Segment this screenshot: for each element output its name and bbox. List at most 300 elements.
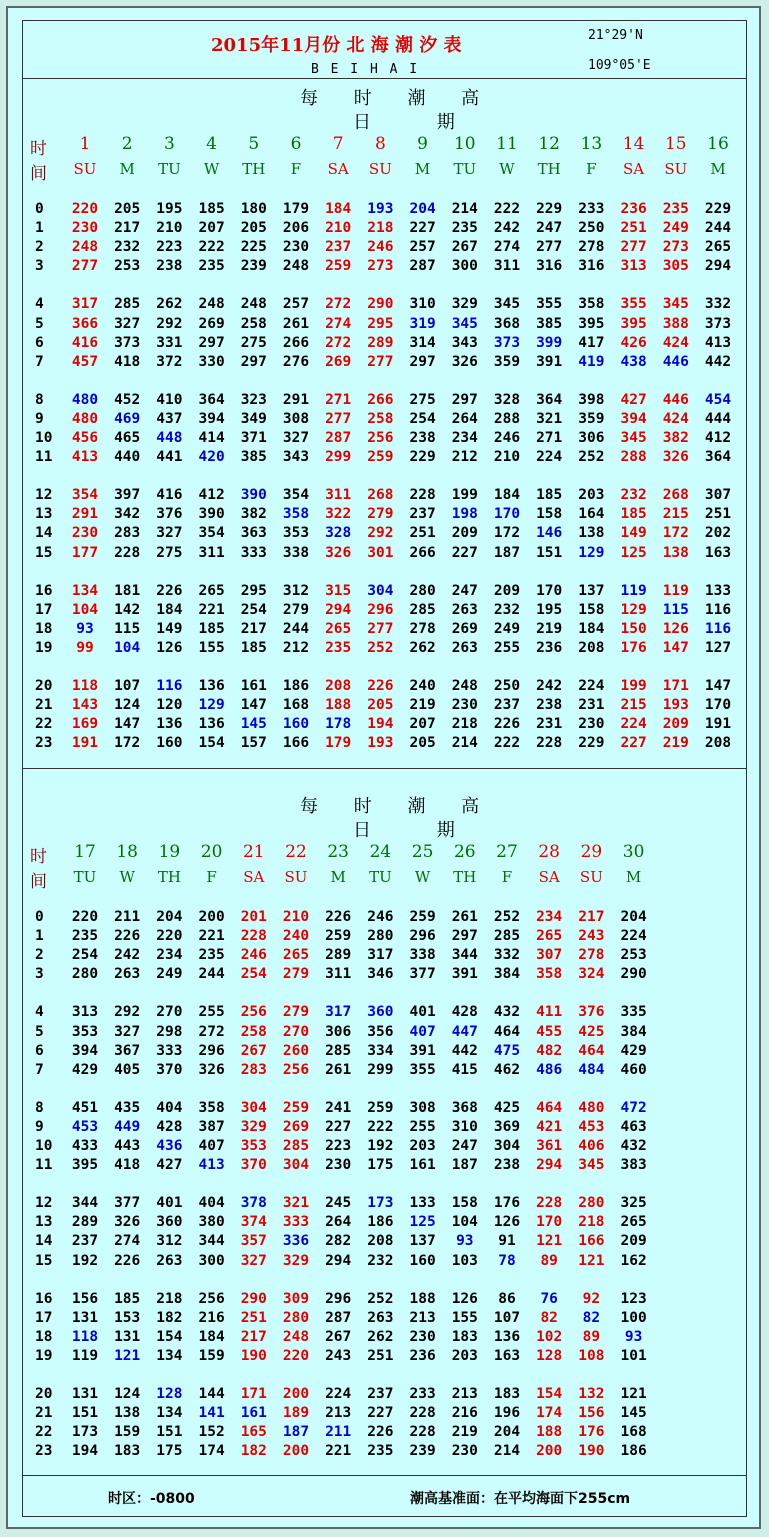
tide-height-cell: 217 [114,220,141,237]
tide-height-cell: 353 [71,1023,99,1040]
datum-label: 潮高基准面：在平均海面下255cm [410,1491,631,1507]
tide-height-cell: 378 [240,1195,267,1212]
tide-height-cell: 235 [325,639,352,656]
tide-height-cell: 328 [325,525,352,542]
tide-height-cell: 123 [620,1290,647,1307]
tide-height-cell: 264 [325,1214,352,1231]
tide-height-cell: 227 [620,735,647,752]
tide-height-cell: 190 [240,1347,267,1364]
day-number: 21 [242,842,265,862]
tide-height-cell: 89 [582,1328,601,1345]
tide-height-cell: 265 [198,582,225,599]
tide-height-cell: 250 [578,220,605,237]
tide-height-cell: 201 [240,909,267,925]
day-number: 26 [453,842,476,862]
tide-height-cell: 154 [536,1386,563,1402]
tide-height-cell: 443 [114,1138,141,1154]
tide-height-cell: 228 [536,1195,563,1212]
tide-height-cell: 289 [325,947,352,964]
hour-cell: 15 [35,1252,53,1269]
tide-height-cell: 429 [620,1042,647,1059]
tide-height-cell: 99 [76,639,94,656]
tide-height-cell: 363 [240,525,267,542]
day-number: 25 [411,842,434,862]
tide-height-cell: 377 [409,966,436,983]
tide-height-cell: 390 [240,487,267,504]
tide-height-cell: 292 [156,315,183,332]
header-divider [22,78,747,79]
tide-height-cell: 263 [156,1252,183,1269]
tide-height-cell: 264 [451,410,478,427]
weekday-label: TU [158,160,181,178]
tide-height-cell: 228 [536,735,563,752]
hour-label-2: 间 [30,164,47,184]
tide-height-cell: 465 [114,430,141,446]
tide-height-cell: 326 [451,353,478,370]
tide-height-cell: 385 [536,315,563,332]
tide-height-cell: 186 [282,678,310,694]
tide-height-cell: 209 [493,582,521,599]
tide-height-cell: 291 [71,506,99,523]
tide-height-cell: 234 [536,909,563,925]
tide-height-cell: 230 [451,697,478,714]
footer-divider [22,1475,747,1476]
tide-height-cell: 156 [578,1405,605,1422]
tide-height-cell: 193 [367,201,394,217]
tide-height-cell: 418 [114,1157,141,1174]
tide-height-cell: 171 [240,1386,267,1402]
tide-height-cell: 285 [409,601,436,618]
tide-height-cell: 143 [71,697,99,714]
tide-height-cell: 252 [367,639,394,656]
hour-label: 时 [30,139,47,159]
tide-height-cell: 262 [367,1328,394,1345]
tide-height-cell: 427 [156,1157,183,1174]
hour-cell: 23 [35,1443,53,1460]
hour-cell: 20 [35,678,53,694]
tide-height-cell: 414 [198,430,225,446]
tide-height-cell: 301 [367,544,394,561]
tide-height-cell: 454 [704,391,732,408]
weekday-label: M [414,160,431,178]
hour-cell: 7 [35,353,44,370]
tide-height-cell: 231 [536,716,563,733]
tide-height-cell: 292 [114,1004,141,1021]
tide-height-cell: 287 [325,430,352,446]
tide-height-cell: 199 [451,487,478,504]
tide-height-cell: 242 [114,947,141,964]
tide-height-cell: 472 [620,1099,647,1116]
tide-height-cell: 435 [114,1099,141,1116]
tide-height-cell: 216 [198,1309,225,1326]
tide-height-cell: 292 [367,525,394,542]
tide-height-cell: 235 [451,220,478,237]
tide-height-cell: 259 [367,1099,394,1116]
tide-height-cell: 327 [114,315,141,332]
tide-height-cell: 274 [493,239,521,256]
tide-height-cell: 208 [325,678,352,694]
tide-height-cell: 200 [282,1443,310,1460]
tide-height-cell: 194 [71,1443,99,1460]
tide-height-cell: 290 [367,296,394,313]
tide-height-cell: 279 [282,1004,310,1021]
tide-height-cell: 237 [409,506,436,523]
tide-height-cell: 249 [662,220,689,237]
tide-height-cell: 209 [620,1233,647,1250]
hour-cell: 18 [35,620,53,637]
tide-height-cell: 160 [156,735,183,752]
tide-height-cell: 311 [493,258,521,275]
tide-height-cell: 394 [620,410,647,427]
hour-cell: 11 [35,449,53,466]
tide-height-cell: 333 [240,544,267,561]
tide-height-cell: 285 [282,1138,310,1154]
tide-height-cell: 395 [620,315,647,332]
tide-height-cell: 200 [536,1443,563,1460]
tide-height-cell: 262 [156,296,183,313]
tide-height-cell: 297 [198,334,225,351]
tide-height-cell: 152 [198,1424,225,1441]
tide-height-cell: 185 [536,487,563,504]
hour-cell: 5 [35,315,44,332]
tide-height-cell: 213 [409,1309,436,1326]
tide-height-cell: 116 [704,620,732,637]
tide-height-cell: 364 [704,449,732,466]
tide-height-cell: 208 [704,735,732,752]
tide-height-cell: 436 [156,1138,183,1154]
tide-height-cell: 338 [282,544,310,561]
tide-height-cell: 312 [156,1233,183,1250]
tide-height-cell: 205 [114,201,141,217]
tide-height-cell: 151 [71,1405,99,1422]
tide-height-cell: 314 [409,334,436,351]
tide-height-cell: 213 [451,1386,478,1402]
tide-height-cell: 221 [198,601,225,618]
tide-height-cell: 108 [578,1347,605,1364]
tide-height-cell: 177 [71,544,99,561]
tide-height-cell: 321 [282,1195,310,1212]
weekday-label: SA [623,160,645,178]
tide-height-cell: 126 [451,1290,478,1307]
day-number: 12 [538,134,560,154]
tide-height-cell: 251 [704,506,732,523]
day-number: 16 [707,134,729,154]
tide-height-cell: 374 [240,1214,267,1231]
tide-height-cell: 93 [76,620,94,637]
day-number: 15 [664,134,687,154]
tide-height-cell: 119 [71,1347,99,1364]
tide-height-cell: 311 [325,966,352,983]
hour-cell: 12 [35,1195,53,1212]
day-number: 8 [374,134,386,154]
tide-height-cell: 121 [114,1347,141,1364]
weekday-label: W [414,868,431,886]
tide-height-cell: 275 [156,544,183,561]
tide-height-cell: 249 [156,966,183,983]
tide-height-cell: 235 [367,1443,394,1460]
hour-cell: 0 [35,201,44,217]
tide-height-cell: 306 [578,430,605,446]
tide-height-cell: 296 [367,601,394,618]
tide-height-cell: 191 [71,735,99,752]
tide-height-cell: 480 [578,1099,605,1116]
tide-height-cell: 93 [624,1328,643,1345]
tide-height-cell: 406 [578,1138,605,1154]
tide-height-cell: 354 [282,487,310,504]
tide-height-cell: 188 [409,1290,436,1307]
tide-height-cell: 192 [367,1138,394,1154]
tide-height-cell: 255 [198,1004,225,1021]
tide-height-cell: 248 [71,239,99,256]
tide-height-cell: 368 [451,1099,478,1116]
weekday-label: W [119,868,135,886]
tide-height-cell: 126 [493,1214,521,1231]
tide-height-cell: 316 [578,258,605,275]
tide-height-cell: 287 [409,258,436,275]
tide-height-cell: 354 [71,487,99,504]
tide-height-cell: 333 [282,1214,310,1231]
tide-height-cell: 82 [582,1309,601,1326]
tide-height-cell: 356 [367,1023,394,1040]
tide-height-cell: 132 [578,1386,605,1402]
tide-height-cell: 308 [409,1099,436,1116]
tide-height-cell: 277 [536,239,563,256]
tide-height-cell: 416 [71,334,99,351]
tide-height-cell: 354 [198,525,225,542]
tide-height-cell: 277 [71,258,99,275]
tide-height-cell: 418 [114,353,141,370]
tide-height-cell: 277 [367,620,394,637]
tide-height-cell: 107 [493,1309,521,1326]
tide-height-cell: 218 [578,1214,605,1231]
hour-cell: 6 [35,334,44,351]
tide-height-cell: 185 [114,1290,141,1307]
tide-height-cell: 373 [114,334,141,351]
tide-height-cell: 155 [451,1309,478,1326]
hour-cell: 14 [35,525,53,542]
tide-height-cell: 305 [662,258,689,275]
tide-height-cell: 120 [156,697,183,714]
tide-height-cell: 256 [240,1004,267,1021]
tide-height-cell: 345 [620,430,647,446]
day-number: 19 [158,842,181,862]
tide-height-cell: 464 [536,1099,563,1116]
tide-height-cell: 278 [578,947,605,964]
hour-cell: 4 [35,1004,44,1021]
tide-height-cell: 160 [282,716,310,733]
tide-height-cell: 326 [198,1061,225,1078]
tide-height-cell: 261 [325,1061,352,1078]
tide-height-cell: 187 [493,544,521,561]
tide-height-cell: 215 [620,697,647,714]
tide-height-cell: 208 [367,1233,394,1250]
hour-cell: 19 [35,1347,53,1364]
tide-height-cell: 203 [578,487,605,504]
tide-height-cell: 269 [282,1118,310,1135]
tide-height-cell: 100 [620,1309,647,1326]
tide-height-cell: 345 [578,1157,605,1174]
tide-height-cell: 269 [198,315,225,332]
tide-height-cell: 327 [114,1023,141,1040]
tide-height-cell: 220 [71,201,99,217]
tide-height-cell: 119 [620,582,647,599]
tide-height-cell: 404 [156,1099,183,1116]
weekday-label: M [119,160,135,178]
tide-height-cell: 210 [325,220,352,237]
tide-height-cell: 227 [325,1118,352,1135]
tide-height-cell: 194 [367,716,394,733]
tide-height-cell: 310 [451,1118,478,1135]
tide-height-cell: 266 [282,334,310,351]
tide-height-cell: 327 [282,430,310,446]
tide-height-cell: 222 [493,201,521,217]
day-number: 30 [622,842,645,862]
tide-height-cell: 270 [282,1023,310,1040]
tide-height-cell: 240 [282,928,310,945]
tide-height-cell: 89 [540,1252,558,1269]
tide-height-cell: 82 [540,1309,558,1326]
tide-height-cell: 203 [451,1347,478,1364]
tide-height-cell: 222 [198,239,225,256]
tide-height-cell: 349 [240,410,267,427]
tide-height-cell: 147 [114,716,141,733]
tide-height-cell: 428 [156,1118,183,1135]
tide-height-cell: 124 [114,697,141,714]
tide-height-cell: 178 [325,716,352,733]
tide-height-cell: 361 [536,1138,563,1154]
tide-height-cell: 205 [367,697,394,714]
hour-cell: 10 [35,430,53,446]
tide-height-cell: 437 [156,410,183,427]
tide-height-cell: 171 [662,678,689,694]
tide-height-cell: 136 [198,678,225,694]
tide-height-cell: 227 [409,220,436,237]
tide-height-cell: 273 [367,258,394,275]
tide-height-cell: 158 [578,601,605,618]
tide-height-cell: 426 [620,334,647,351]
tide-height-cell: 373 [704,315,732,332]
tide-height-cell: 475 [493,1042,521,1059]
tide-height-cell: 376 [578,1004,605,1021]
tide-height-cell: 486 [536,1061,563,1078]
tide-height-cell: 456 [71,430,99,446]
tide-height-cell: 419 [578,353,605,370]
tide-height-cell: 329 [451,296,478,313]
tide-height-cell: 308 [282,410,310,427]
tide-height-cell: 126 [156,639,183,656]
tide-height-cell: 251 [620,220,647,237]
station-name-en: B E I H A I [311,62,420,77]
tide-height-cell: 247 [451,582,478,599]
tide-height-cell: 257 [282,296,310,313]
hour-cell: 13 [35,506,53,523]
tide-height-cell: 238 [156,258,183,275]
tide-height-cell: 446 [662,353,689,370]
tide-height-cell: 215 [662,506,689,523]
hour-cell: 8 [35,1099,44,1116]
tide-height-cell: 161 [409,1157,436,1174]
tide-height-cell: 433 [71,1138,99,1154]
tide-height-cell: 244 [282,620,310,637]
tide-height-cell: 296 [409,928,436,945]
tide-height-cell: 206 [282,220,310,237]
tide-height-cell: 335 [620,1004,647,1021]
tide-height-cell: 255 [493,639,521,656]
tide-height-cell: 285 [114,296,141,313]
tide-height-cell: 464 [493,1023,521,1040]
tide-height-cell: 270 [156,1004,183,1021]
tide-height-cell: 226 [114,1252,141,1269]
day-number: 9 [417,134,428,154]
tide-height-cell: 248 [282,1328,310,1345]
tide-height-cell: 204 [156,909,183,925]
hour-cell: 3 [35,258,44,275]
tide-height-cell: 229 [409,449,436,466]
tide-height-cell: 147 [704,678,732,694]
tide-height-cell: 258 [240,1023,267,1040]
tide-height-cell: 304 [493,1138,521,1154]
tide-height-cell: 278 [409,620,436,637]
tide-height-cell: 346 [367,966,394,983]
tide-height-cell: 192 [71,1252,99,1269]
weekday-label: W [499,160,515,178]
tide-height-cell: 323 [240,391,267,408]
hour-cell: 16 [35,582,53,599]
tide-height-cell: 224 [578,678,605,694]
tide-height-cell: 119 [662,582,689,599]
tide-height-cell: 224 [620,928,647,945]
tide-height-cell: 297 [451,928,478,945]
tide-height-cell: 313 [71,1004,99,1021]
tide-height-cell: 217 [240,620,267,637]
hour-cell: 1 [35,928,44,945]
tide-height-cell: 317 [71,296,99,313]
tide-height-cell: 388 [662,315,689,332]
tide-height-cell: 137 [578,582,605,599]
tide-height-cell: 134 [71,582,99,599]
tide-height-cell: 382 [662,430,689,446]
tide-height-cell: 442 [451,1042,478,1059]
tide-height-cell: 129 [198,697,225,714]
tide-height-cell: 311 [325,487,352,504]
tide-height-cell: 425 [578,1023,605,1040]
tide-height-cell: 176 [578,1424,605,1441]
tide-height-cell: 170 [536,582,563,599]
tide-height-cell: 187 [282,1424,310,1441]
tide-height-cell: 210 [282,909,310,925]
tide-height-cell: 289 [71,1214,99,1231]
tide-height-cell: 211 [325,1424,352,1441]
tide-height-cell: 237 [493,697,521,714]
tide-height-cell: 238 [493,1157,521,1174]
tide-height-cell: 203 [409,1138,436,1154]
day-number: 1 [79,134,91,154]
hour-cell: 14 [35,1233,53,1250]
tide-height-cell: 161 [240,678,267,694]
tide-height-cell: 429 [71,1061,99,1078]
day-number: 4 [206,134,217,154]
tide-height-cell: 136 [493,1328,521,1345]
day-number: 6 [290,134,302,154]
tide-height-cell: 265 [620,1214,647,1231]
tide-height-cell: 259 [282,1099,310,1116]
tide-height-cell: 211 [114,909,141,925]
tide-height-cell: 159 [198,1347,225,1364]
weekday-label: M [330,868,346,886]
tide-height-cell: 162 [620,1252,647,1269]
tide-height-cell: 480 [71,410,99,427]
tide-height-cell: 188 [536,1424,563,1441]
